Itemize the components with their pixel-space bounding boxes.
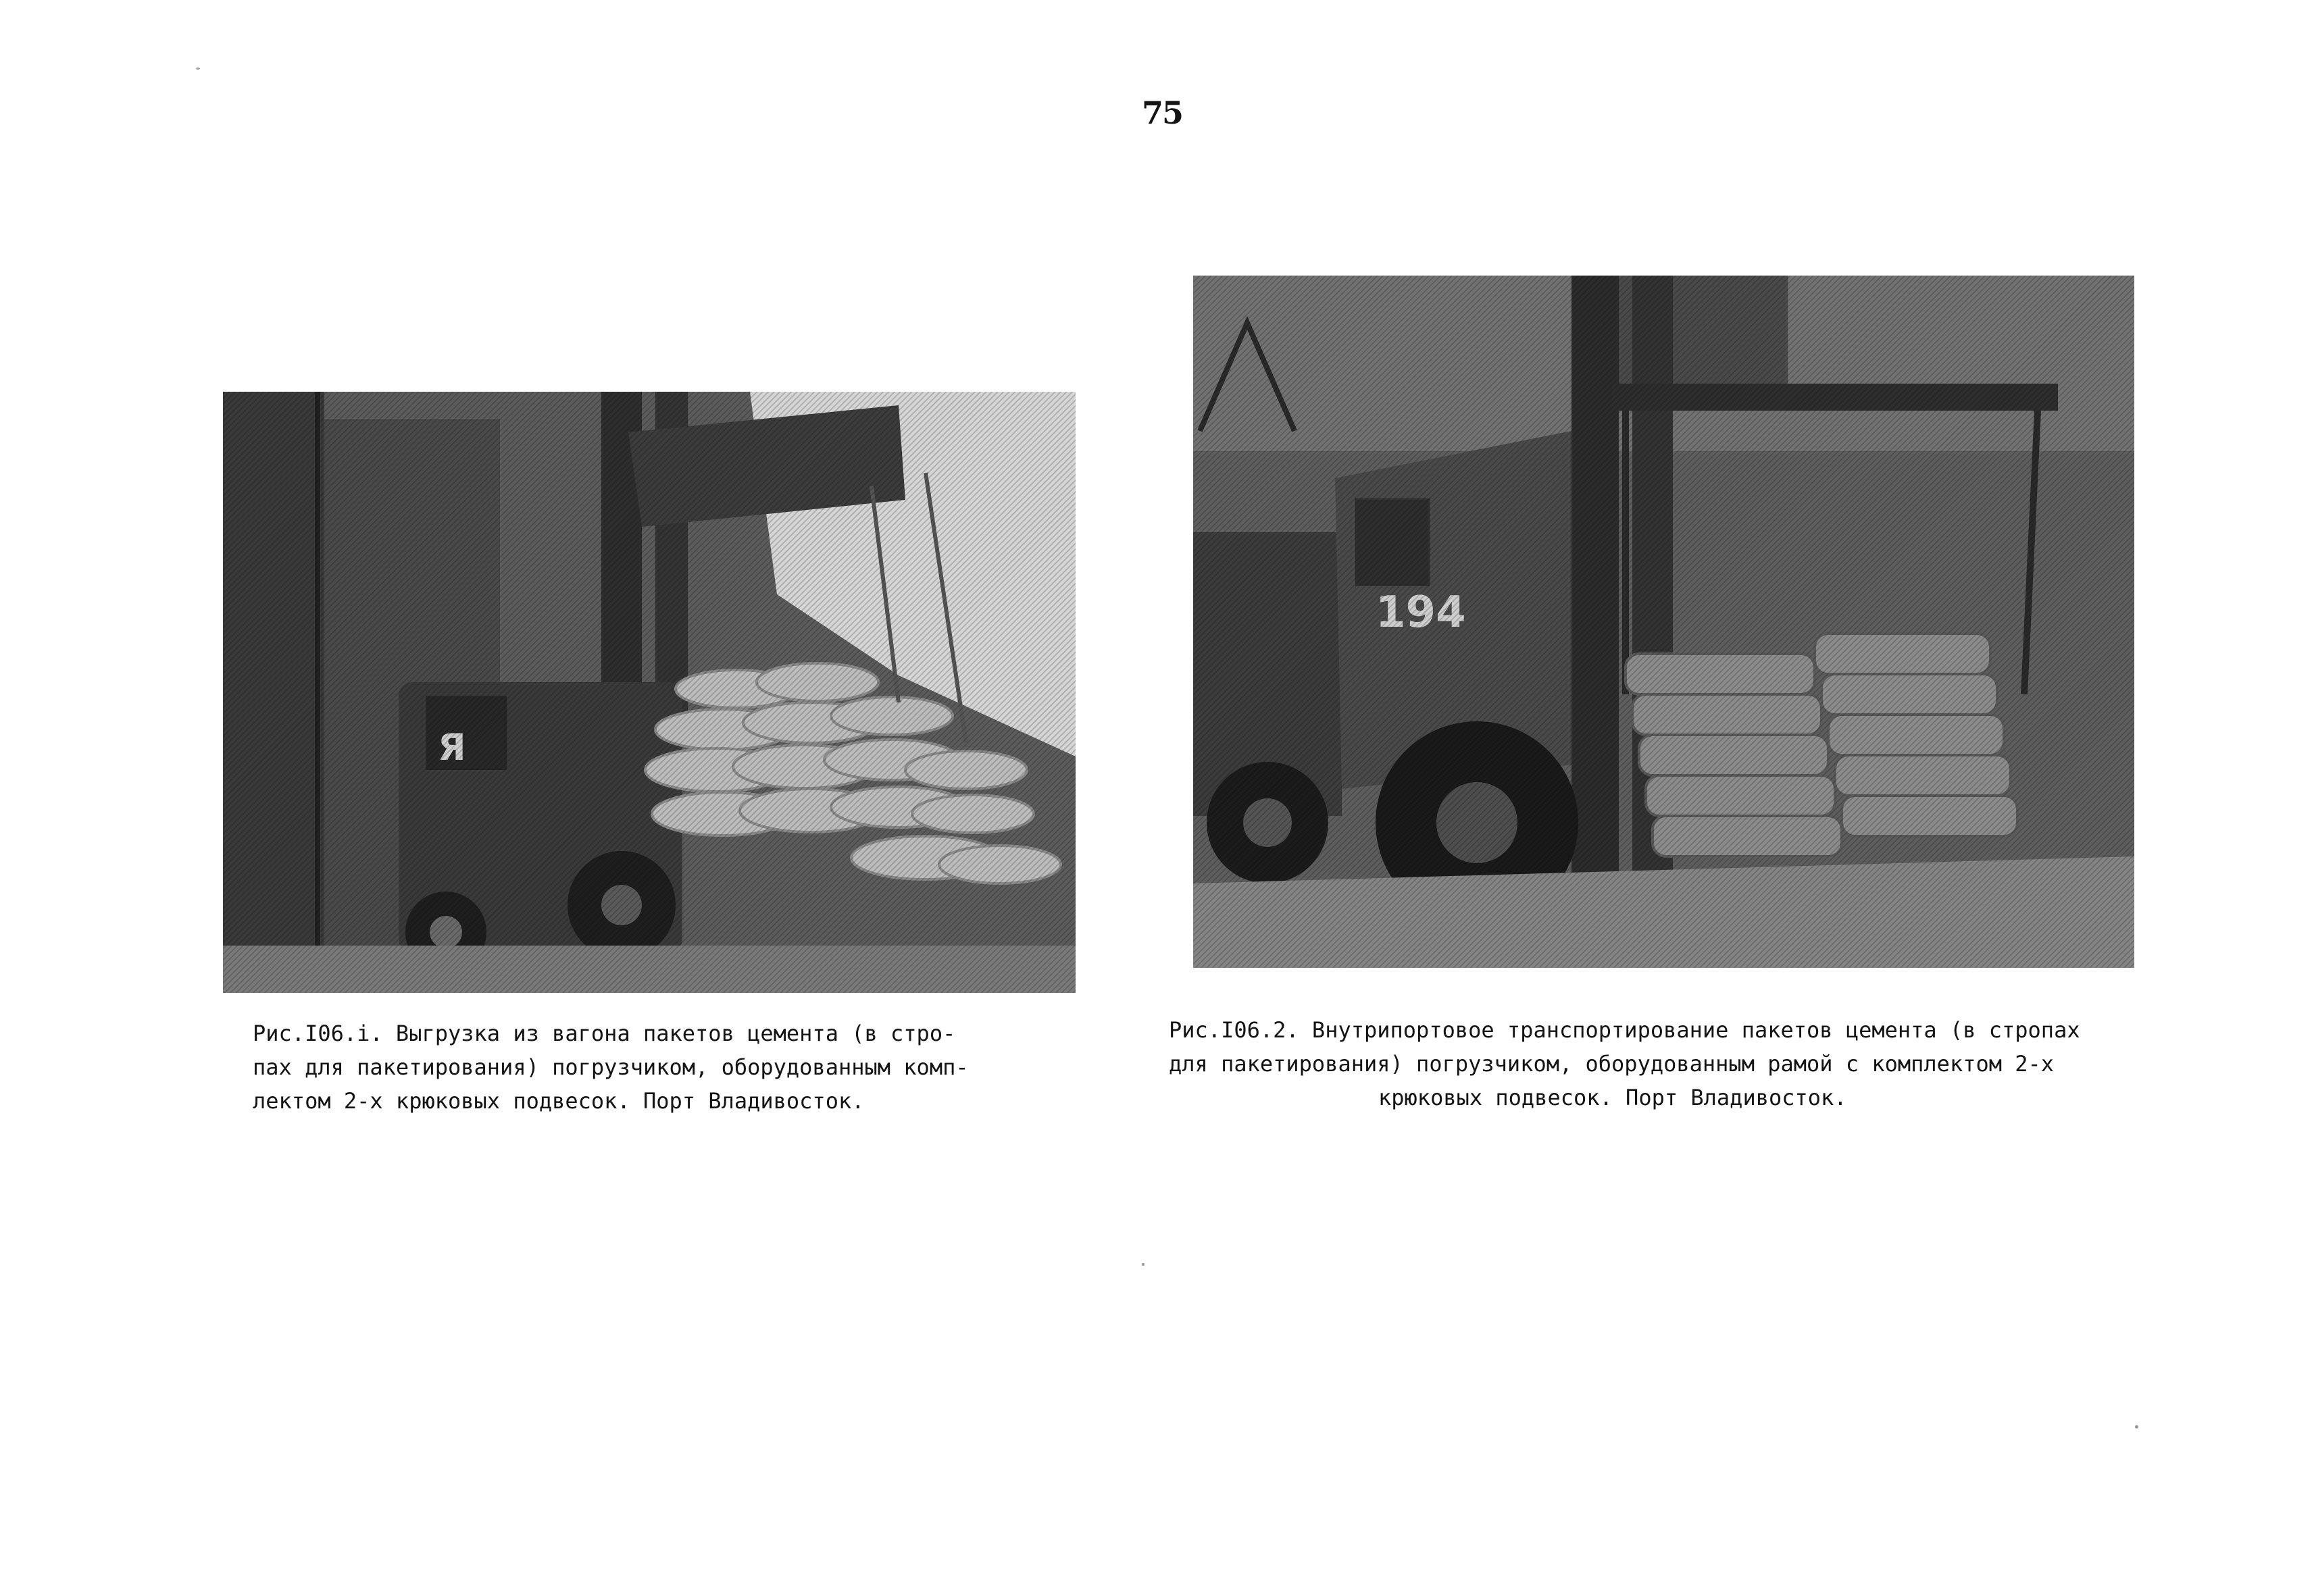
caption-line: крюковых подвесок. Порт Владивосток. — [1378, 1085, 1847, 1110]
page-number: 75 — [1141, 95, 1182, 131]
caption-line: пах для пакетирования) погрузчиком, оборудованным комп- — [253, 1054, 969, 1080]
caption-line: Рис.I06.2. Внутрипортовое транспортирование пакетов цемента (в стропах — [1169, 1017, 2080, 1043]
scan-speck — [1142, 1263, 1145, 1266]
figure-2-photo — [1193, 276, 2134, 968]
caption-line: для пакетирования) погрузчиком, оборудованным рамой с комплектом 2-х — [1169, 1051, 2055, 1077]
figure-1-photo — [223, 392, 1076, 993]
figure-1-caption — [253, 1016, 969, 1118]
scan-speck — [196, 68, 200, 70]
scan-speck — [2135, 1425, 2138, 1428]
caption-line: лектом 2-х крюковых подвесок. Порт Владивосток. — [253, 1088, 865, 1114]
figure-2-caption — [1169, 1013, 2080, 1114]
caption-line: Рис.I06.i. Выгрузка из вагона пакетов цемента (в стро- — [253, 1021, 956, 1046]
